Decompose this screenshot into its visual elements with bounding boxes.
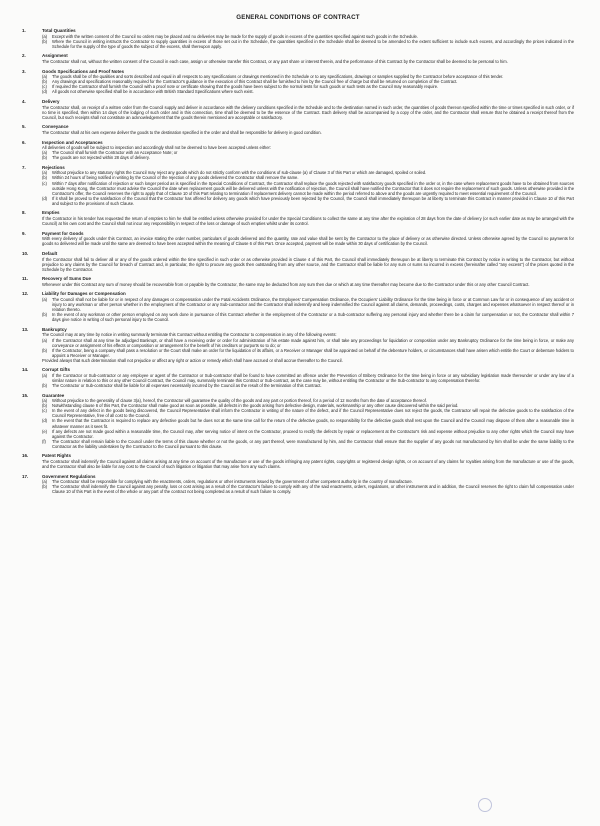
clause-heading bbox=[22, 276, 574, 282]
sub-clause bbox=[42, 373, 574, 383]
clause-body bbox=[42, 398, 574, 448]
clause-title: Bankruptcy bbox=[42, 326, 67, 332]
sub-clause-label: (a) bbox=[42, 297, 48, 303]
sub-clause bbox=[42, 297, 574, 312]
sub-clause-label: (b) bbox=[42, 383, 48, 389]
clause-body bbox=[42, 236, 574, 246]
clause-title: Delivery bbox=[42, 98, 60, 104]
clause-number: 12. bbox=[22, 291, 29, 297]
clause-number: 16. bbox=[22, 453, 29, 459]
clause-title: Liability for Damages or Compensation bbox=[42, 291, 126, 297]
clause-number: 15. bbox=[22, 392, 29, 398]
clause-heading bbox=[22, 99, 574, 105]
clause-title: Goods Specifications and Proof Notes bbox=[42, 68, 125, 74]
sub-clause-text: If required the Contractor shall furnish the Council with a proof note or certificate showing that the goods have been subject to the normal tests for such goods or such tests as the Council may reasonably require. bbox=[52, 84, 439, 90]
clause-10 bbox=[22, 251, 574, 272]
sub-clause-text: Notwithstanding clause 6 of this Part, the Contractor shall make good as soon as possible, all defects in the goods arising from defective design, materials, workmanship or any other cause discovered within the said period. bbox=[52, 403, 459, 409]
sub-clause-text: The Council shall not be liable for or in respect of any damages or compensation under the Fatal Accidents Ordinance, the Employees' Compensation Ordinance, the Occupiers' Liability Ordinance for the time being in force or at Common Law for or in consequence of any accident or injury to any workman or other person whether in the employment of the Contractor or any Sub-contractor and the Contractor shall indemnify and keep indemnified the Council against all claims, demands, proceedings, costs, charges and expenses whatsoever in respect thereof or in relation thereto. bbox=[52, 297, 574, 313]
sub-clause-label: (a) bbox=[42, 337, 48, 343]
sub-clause-text: Without prejudice to any statutory rights the Council may reject any goods which do not strictly conform with the conditions of sub-clause (a) of Clause 3 of this Part or which are damaged, spoiled or soiled. bbox=[52, 170, 427, 176]
clause-8 bbox=[22, 210, 574, 226]
sub-clause-label: (c) bbox=[42, 408, 47, 414]
sub-clause-text: The Contractor shall indemnify the Council against any penalty, loss or cost arising as a result of the Contractor's failure to comply with any of the said enactments, orders, regulations, or other instruments and in addition, the Council reserves the right to claim full compensation under Clause 10 of this Part in the event of the whole or any part of the contract not being completed as a result of such failure to comply. bbox=[52, 484, 574, 495]
sub-clause-label: (b) bbox=[42, 347, 48, 353]
clause-number: 9. bbox=[22, 230, 26, 236]
clause-body bbox=[42, 145, 574, 160]
sub-clause-label: (c) bbox=[42, 180, 47, 186]
page-stamp-mark bbox=[478, 798, 492, 812]
clause-body bbox=[42, 74, 574, 94]
sub-clause-text: In the event of any workman or other person employed on any work done in pursuance of this Contract whether in the employment of the Contractor or a Sub-contractor suffering any personal injury and whether there be a claim for compensation or not, the Contractor shall within 7 days give notice in writing of such personal injury to the Council. bbox=[52, 312, 574, 323]
clause-title: Inspection and Acceptances bbox=[42, 139, 103, 145]
clause-body bbox=[42, 34, 574, 49]
sub-clause-text: If it shall be proved to the satisfaction of the Council that the Contractor has offered for delivery any goods which have previously been rejected by the Council, the Council shall immediately thereupon be at liberty to terminate this Contract in manner provided in Clause 10 of this Part and subject to the provisions of such Clause. bbox=[52, 195, 574, 206]
sub-clause-text: The Council shall furnish the Contractor with an Acceptance Note; or bbox=[52, 150, 178, 156]
clause-11 bbox=[22, 276, 574, 287]
sub-clause bbox=[42, 39, 574, 49]
clause-number: 11. bbox=[22, 276, 29, 282]
sub-clause bbox=[42, 155, 574, 160]
sub-clause-text: The Contractor shall be responsible for complying with the enactments, orders, regulations or other instruments issued by the government of other competent authority in the country of manufacture. bbox=[52, 479, 413, 485]
sub-clause-label: (d) bbox=[42, 418, 48, 424]
clause-paragraph: The Contractor shall, on receipt of a written order from the Council supply and deliver in accordance with the delivery conditions specified in the Schedule and to the destination named in such order, the quantities of goods thereon specified within the time or times specified in such order, or if no time is specified, then within 14 days of the lodging of such order and in this connection, time shall be deemed to be the essence of the Contract. Each delivery shall be accompanied by a copy of the order, and the Contractor shall ensure that he obtained a receipt thereof from the Council, but such receipts shall not constitute an acknowledgement that the goods therein mentioned are acceptable or satisfactory. bbox=[42, 104, 574, 120]
sub-clause-text: If the Contractor shall at any time be adjudged Bankrupt, or shall have a receiving order or order for administration of his estate made against him, or shall take any proceedings for liquidation or composition under any Bankruptcy Ordinance for the time being in force, or make any conveyance or assignment of his effects or composition or arrangement for the benefit of his creditors or purports so to do; or bbox=[52, 337, 574, 348]
sub-clause-text: If the Contractor, being a company shall pass a resolution or the Court shall make an order for the liquidation of its affairs, or a Receiver or Manager shall be appointed on behalf of the debenture holders, or circumstances shall have arisen which entitle the Court or debenture holders to appoint a Receiver or Manager. bbox=[52, 347, 574, 358]
sub-clause-label: (d) bbox=[42, 89, 48, 95]
clause-number: 2. bbox=[22, 53, 26, 59]
sub-clause bbox=[42, 439, 574, 449]
clause-number: 6. bbox=[22, 139, 26, 145]
sub-clause-label: (a) bbox=[42, 170, 48, 176]
sub-clause-text: Except with the written consent of the Council no orders may be placed and no deliveries may be made for the supply of goods in excess of the quantities specified against such goods in the Schedule. bbox=[52, 33, 418, 39]
clause-body bbox=[42, 216, 574, 226]
clause-title: Conveyance bbox=[42, 124, 69, 130]
clause-body bbox=[42, 459, 574, 469]
clause-paragraph: With every delivery of goods under this Contract, an invoice stating the order number, particulars of goods delivered and the quantity, rate and value shall be sent by the Contractor to the place of delivery or as otherwise directed. Unless otherwise agreed by the Council no payments for goods so delivered will be made until the same are deemed to have been accepted within the meaning of Clause 6 of this Part. Once accepted, payment will be made within 30 days of certification by the Council. bbox=[42, 236, 574, 247]
sub-clause bbox=[42, 196, 574, 206]
sub-clause bbox=[42, 418, 574, 428]
clause-number: 14. bbox=[22, 367, 29, 373]
sub-clause bbox=[42, 484, 574, 494]
sub-clause-label: (b) bbox=[42, 38, 48, 44]
clause-title: Guarantee bbox=[42, 392, 65, 398]
clause-number: 3. bbox=[22, 68, 26, 74]
clause-paragraph: The Contractor shall indemnify the Council against all claims arising at any time on account of the manufacture or use of the goods infringing any patent rights, copyrights or registered design rights, or on account of any claims for royalties arising from the manufacture or use of the goods, and the Contractor shall also be liable for any cost to the Council of such litigation or litigation that may arise from any such claims. bbox=[42, 458, 574, 469]
document-title: GENERAL CONDITIONS OF CONTRACT bbox=[236, 14, 360, 21]
clause-15 bbox=[22, 393, 574, 449]
clause-paragraph: The Contractor shall not, without the written consent of the Council in each case, assign or otherwise transfer this Contract, or any part share or interest therein, and the performance of this Contract by the Contractor shall be deemed to be personal to him. bbox=[42, 58, 508, 64]
sub-clause-text: If any defects are not made good within a reasonable time, the Council may, after serving notice of intent on the Contractor, proceed to rectify the defects by repair or replacement at the Contractor's risk and expense without prejudice to any other rights which the Council may have against the Contractor. bbox=[52, 428, 574, 439]
clause-1 bbox=[22, 28, 574, 49]
sub-clause-label: (b) bbox=[42, 79, 48, 85]
sub-clause-label: (b) bbox=[42, 484, 48, 490]
sub-clause-label: (d) bbox=[42, 195, 48, 201]
sub-clause-label: (a) bbox=[42, 479, 48, 485]
sub-clause-text: In the event that the Contractor is required to replace any defective goods but he does not at the same time call for the return of the defective goods, no responsibility for the defective goods shall rest upon the Council and the Council may dispose of them after a reasonable time in whatever manner as it sees fit. bbox=[52, 418, 574, 429]
clause-title: Patent Rights bbox=[42, 453, 72, 459]
sub-clause-label: (c) bbox=[42, 84, 47, 90]
clause-body bbox=[42, 59, 574, 64]
clause-13 bbox=[22, 327, 574, 363]
sub-clause-text: Where the Council in writing instructs the Contractor to supply quantities in excess of those set out in the Schedule, the quantities specified in the Schedule shall be deemed to be amended to the extent sufficient to include such excess, and accordingly the prices indicated in the Schedule for the supply of the type of goods the subject of the excess, shall thereupon apply. bbox=[52, 38, 574, 49]
sub-clause-label: (b) bbox=[42, 312, 48, 318]
sub-clause-label: (a) bbox=[42, 398, 48, 404]
clause-5 bbox=[22, 124, 574, 135]
clause-body bbox=[42, 297, 574, 322]
clause-4 bbox=[22, 99, 574, 120]
clause-body bbox=[42, 105, 574, 120]
sub-clause-label: (a) bbox=[42, 150, 48, 156]
sub-clause-label: (b) bbox=[42, 155, 48, 161]
clause-6 bbox=[22, 140, 574, 161]
clause-paragraph: The Contractor shall at his own expense deliver the goods to the destination specified in the order and shall be responsible for delivery in good condition. bbox=[42, 129, 322, 135]
sub-clause-text: Within 24 hours of being notified in writing by the Council of the rejection of any goods delivered the Contractor shall remove the same. bbox=[52, 175, 299, 181]
clause-title: Rejections bbox=[42, 164, 65, 170]
sub-clause-text: Any drawings and specifications reasonably required for the Contractor's guidance in the execution of this Contract shall be furnished to him by the Council free of charge but shall be returned on completion of the Contract. bbox=[52, 79, 458, 85]
clause-body bbox=[42, 170, 574, 205]
clause-number: 10. bbox=[22, 250, 29, 256]
clause-body bbox=[42, 479, 574, 494]
clause-title: Total Quantities bbox=[42, 28, 76, 33]
sub-clause-text: In the event of any defect in the goods being discovered, the Council Representative shall inform the Contractor in writing of the nature of the defect, and if the Council Representative does not reject the goods, the Contractor will repair the defective goods to the satisfaction of the Council Representative, free of all cost to the Council. bbox=[52, 408, 574, 419]
clause-title: Recovery of Sums Due bbox=[42, 276, 92, 282]
clause-12 bbox=[22, 291, 574, 322]
sub-clause-text: The Contractor or Sub-contractor shall be liable for all expenses necessarily incurred by the Council as the result of the termination of this Contract. bbox=[52, 383, 322, 389]
clause-number: 13. bbox=[22, 326, 29, 332]
clause-paragraph: If the Contractor shall fail to deliver all or any of the goods ordered within the time specified in such order or as otherwise provided in Clause 4 of this Part, the Council shall immediately thereupon be at liberty to terminate this Contract by notice in writing to the Contractor, but without prejudice to any claims by the Council for breach of Contract and, in particular, the right to procure any goods then outstanding from any other source, and the Contractor shall be liable for any sum or sums so incurred in excess (hereinafter called "any excess") of the prices quoted in the Schedule by the Contractor. bbox=[42, 256, 574, 272]
sub-clause-label: (a) bbox=[42, 33, 48, 39]
sub-clause bbox=[42, 89, 574, 94]
sub-clause bbox=[42, 338, 574, 348]
clause-number: 5. bbox=[22, 124, 26, 130]
clause-14 bbox=[22, 367, 574, 388]
sub-clause-text: The goods shall be of the qualities and sorts described and equal in all respects to any specifications or drawings mentioned in the Schedule or to any specifications, drawings or samples supplied by the Contractor before acceptance of this tender. bbox=[52, 74, 504, 80]
clause-title: Payment for Goods bbox=[42, 230, 84, 236]
sub-clause-label: (a) bbox=[42, 74, 48, 80]
clause-body bbox=[42, 373, 574, 388]
sub-clause-label: (e) bbox=[42, 428, 48, 434]
clause-body bbox=[42, 282, 574, 287]
clause-title: Government Regulations bbox=[42, 473, 96, 479]
clause-body bbox=[42, 130, 574, 135]
sub-clause bbox=[42, 429, 574, 439]
sub-clause-label: (a) bbox=[42, 372, 48, 378]
clause-paragraph: All deliveries of goods will be subject to inspection and accordingly shall not be deemed to have been accepted unless either: bbox=[42, 145, 272, 151]
clause-title: Corrupt Gifts bbox=[42, 367, 70, 373]
sub-clause bbox=[42, 312, 574, 322]
sub-clause-text: Within 7 days after notification of rejection or such longer period as is specified in the Special Conditions of Contract, the Contractor shall replace the goods rejected with satisfactory goods specified in the order or, in the case where replacement goods have to be obtained from sources outside Hong Kong, the Contractor must advise the Council the date when replacement goods will be delivered unless with the notification of rejection, the Council shall have notified the Contractor that it does not require the replacement of such goods. Unless otherwise provided in the Contractor's offer, the Council reserves the right to apply that of Clause 10 of this Part relating to termination if replacement delivery cannot be made within the period referred to above and the goods are urgently required to meet essential requirement of the Council. bbox=[52, 180, 574, 196]
sub-clause-text: All goods not otherwise specified shall be in accordance with British Standard Specifications where such exist. bbox=[52, 89, 254, 95]
sub-clause bbox=[42, 408, 574, 418]
sub-clause bbox=[42, 348, 574, 358]
clause-paragraph: Whenever under this Contract any sum of money should be recoverable from or payable by the Contractor, the same may be deducted from any sum then due or which at any time thereafter may become due to the Contractor under this or any other Council Contract. bbox=[42, 281, 530, 287]
clause-16 bbox=[22, 453, 574, 469]
sub-clause-text: The goods are not rejected within 28 days of delivery. bbox=[52, 155, 150, 161]
clause-17 bbox=[22, 474, 574, 495]
clause-3 bbox=[22, 69, 574, 95]
clause-body bbox=[42, 332, 574, 362]
sub-clause-label: (f) bbox=[42, 438, 46, 444]
conditions-list bbox=[22, 28, 574, 494]
sub-clause bbox=[42, 181, 574, 196]
clause-2 bbox=[22, 53, 574, 64]
clause-paragraph: The Council may at any time by notice in writing summarily terminate this Contract without entitling the Contractor to compensation in any of the following events: bbox=[42, 332, 337, 338]
clause-number: 4. bbox=[22, 98, 26, 104]
sub-clause-label: (b) bbox=[42, 175, 48, 181]
clause-heading bbox=[22, 251, 574, 257]
clause-number: 17. bbox=[22, 473, 29, 479]
clause-title: Default bbox=[42, 250, 58, 256]
sub-clause-text: Without prejudice to the generality of clause 3(a), hereof, the Contractor will guarantee the quality of the goods and any part or portion thereof, for a period of 12 months from the date of acceptance thereof. bbox=[52, 398, 427, 404]
clause-body bbox=[42, 257, 574, 272]
clause-9 bbox=[22, 231, 574, 247]
clause-number: 1. bbox=[22, 28, 26, 33]
clause-title: Empties bbox=[42, 210, 60, 216]
clause-proviso: Provided always that such determination shall not prejudice or affect any right or action or remedy which shall have accrued or shall accrue thereafter to the Council. bbox=[42, 357, 343, 363]
sub-clause bbox=[42, 383, 574, 388]
sub-clause-text: The Contractor shall remain liable to the Council under the terms of this clause whether or not the goods, or any part thereof, were manufactured by him, and the Contractor shall ensure that the supplier of any goods not manufactured by him shall be under the same liability to the Contractor as the liability undertaken by the Contractor to the Council pursuant to this clause. bbox=[52, 438, 574, 449]
clause-paragraph: If the Contractor in his tender has requested the return of empties to him he shall be entitled unless otherwise provided for under the Special Conditions to collect the same at any time after the expiration of 28 days from the date of delivery (or such earlier date as may be arranged with the Council) at his own cost and the Council shall not incur any responsibility in respect of the loss or damage of such empties whilst under its control. bbox=[42, 215, 574, 226]
sub-clause-text: If the Contractor or Sub-contractor or any employee or agent of the Contractor or Sub-contractor shall be found to have committed an offence under the Prevention of Bribery Ordinance for the time being in force or any subsidiary legislation made thereunder or under any law of a similar nature in relation to this or any other Council Contract, the Council may, summarily terminate this Contract or Sub-contract, as the case may be, without entitling the Contractor or the Sub-contractor to any compensation therefor. bbox=[52, 372, 574, 383]
sub-clause-label: (b) bbox=[42, 403, 48, 409]
clause-7 bbox=[22, 165, 574, 206]
clause-title: Assignment bbox=[42, 53, 68, 59]
clause-number: 8. bbox=[22, 210, 26, 216]
clause-number: 7. bbox=[22, 164, 26, 170]
